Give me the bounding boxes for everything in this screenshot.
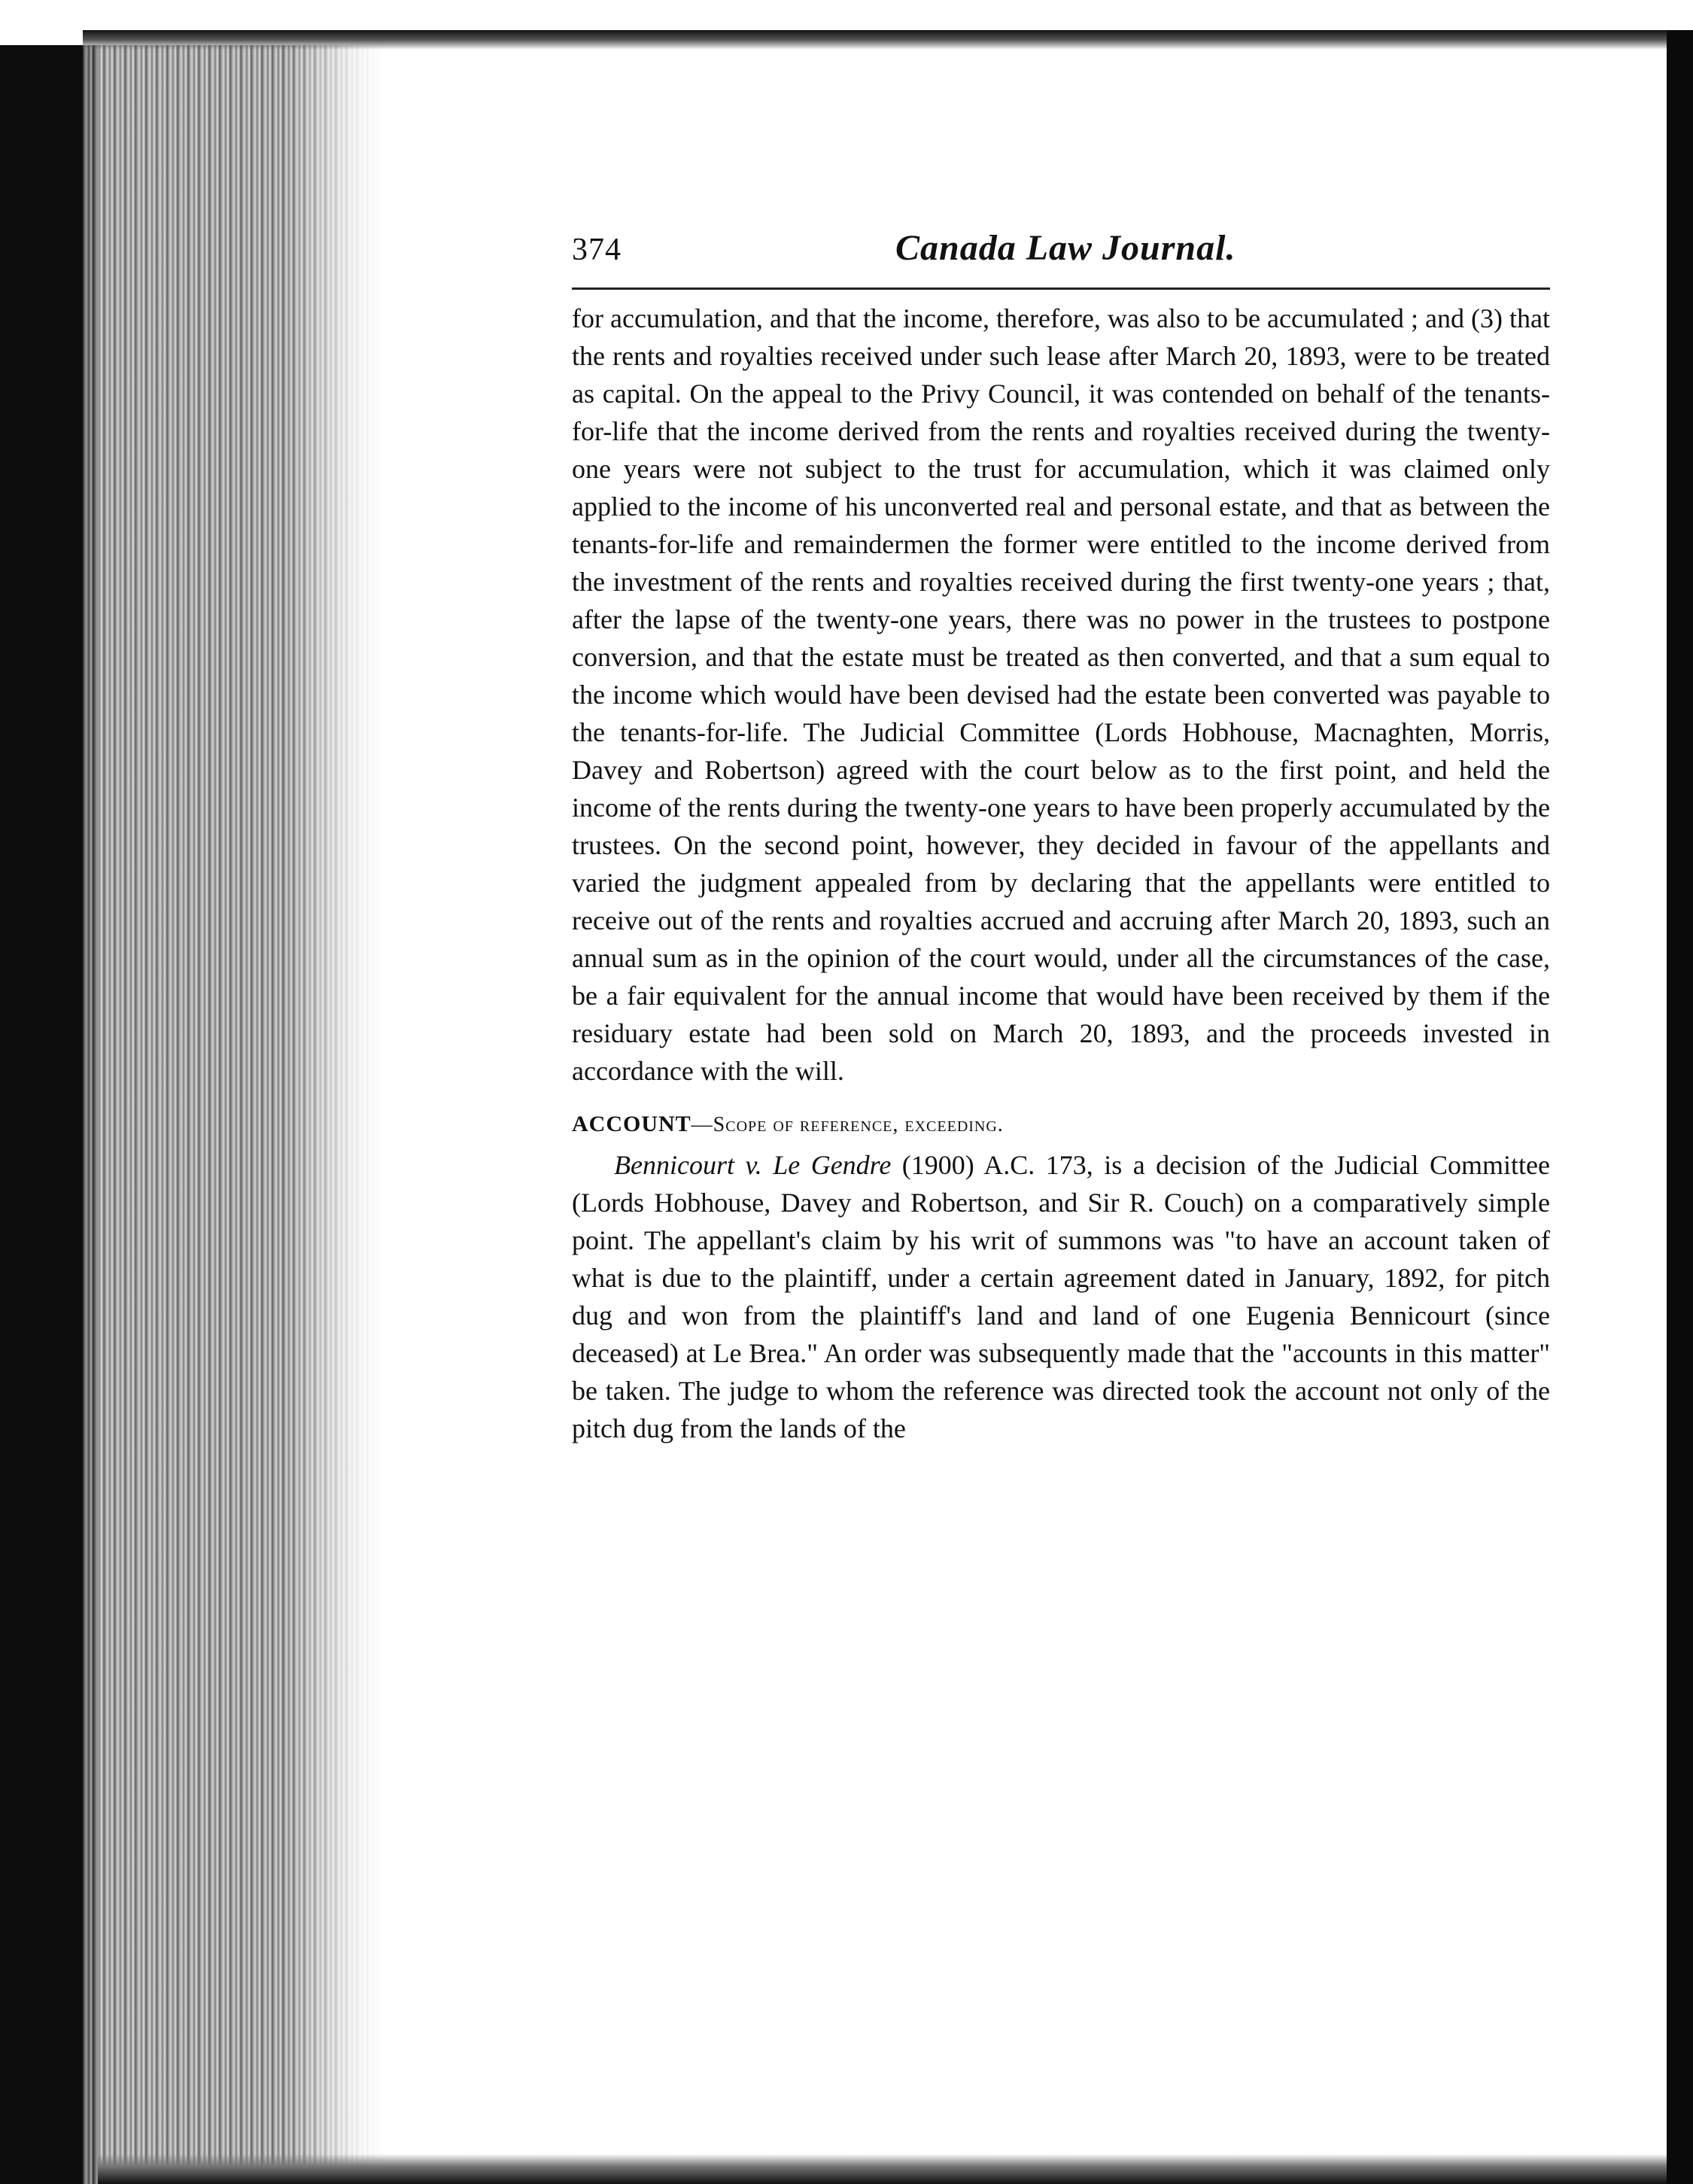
case-name: Bennicourt v. Le Gendre [614, 1150, 892, 1180]
section-subtitle: —Scope of reference, exceeding. [691, 1113, 1004, 1136]
gutter-shadow [286, 45, 384, 2184]
header-rule [572, 287, 1550, 290]
scan-border-right [1667, 30, 1693, 2184]
scan-border-top [83, 30, 1667, 50]
page-number: 374 [572, 233, 622, 267]
page-body [572, 300, 1550, 1447]
case-paragraph [572, 1146, 1550, 1447]
case-text: (1900) A.C. 173, is a decision of the Judicial Committee (Lords Hobhouse, Davey and Robertson, and Sir R. Couch) on a comparatively simple point. The appellant's claim by his writ of summons was "to have an account taken of what is due to the plaintiff, under a certain agreement dated in January, 1892, for pitch dug and won from the plaintiff's land and land of one Eugenia Bennicourt (since deceased) at Le Brea." An order was subsequently made that the "accounts in this matter" be taken. The judge to whom the reference was directed took the account not only of the pitch dug from the lands of the [572, 1150, 1550, 1443]
journal-page [572, 211, 1550, 2092]
section-heading [572, 1109, 1550, 1140]
section-keyword: ACCOUNT [572, 1112, 691, 1136]
running-header [572, 226, 1550, 278]
scan-border-bottom [98, 2154, 1667, 2184]
continued-paragraph: for accumulation, and that the income, therefore, was also to be accumulated ; and (3) that the rents and royalties received under such lease after March 20, 1893, were to be treated as capital. On the appeal to the Privy Council, it was contended on behalf of the tenants-for-life that the income derived from the rents and royalties received during the twenty-one years were not subject to the trust for accumulation, which it was claimed only applied to the income of his unconverted real and personal estate, and that as between the tenants-for-life and remaindermen the former were entitled to the income derived from the investment of the rents and royalties received during the first twenty-one years ; that, after the lapse of the twenty-one years, there was no power in the trustees to postpone conversion, and that the estate must be treated as then converted, and that a sum equal to the income which would have been devised had the estate been converted was payable to the tenants-for-life. The Judicial Committee (Lords Hobhouse, Macnaghten, Morris, Davey and Robertson) agreed with the court below as to the first point, and held the income of the rents during the twenty-one years to have been properly accumulated by the trustees. On the second point, however, they decided in favour of the appellants and varied the judgment appealed from by declaring that the appellants were entitled to receive out of the rents and royalties accrued and accruing after March 20, 1893, such an annual sum as in the opinion of the court would, under all the circumstances of the case, be a fair equivalent for the annual income that would have been received by them if the residuary estate had been sold on March 20, 1893, and the proceeds invested in accordance with the will. [572, 303, 1550, 1086]
journal-title: Canada Law Journal. [895, 228, 1236, 268]
